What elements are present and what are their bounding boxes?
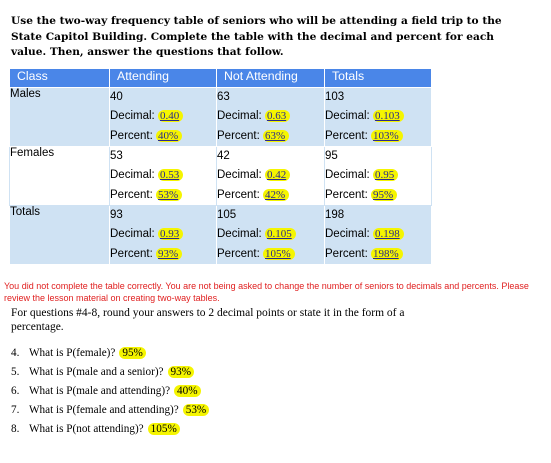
- percent-line: [110, 244, 216, 264]
- table-cell: [325, 88, 432, 147]
- percent-label: Percent:: [110, 248, 153, 260]
- two-way-frequency-table: [9, 68, 432, 265]
- percent-input[interactable]: 105%: [263, 248, 295, 260]
- decimal-input[interactable]: 0.103: [373, 110, 404, 122]
- decimal-label: Decimal:: [110, 169, 155, 181]
- decimal-input[interactable]: 0.198: [373, 228, 404, 240]
- row-label: Females: [10, 147, 110, 206]
- table-cell: [110, 147, 217, 206]
- decimal-label: Decimal:: [325, 169, 370, 181]
- percent-input[interactable]: 53%: [156, 189, 182, 201]
- decimal-line: [217, 106, 324, 126]
- table-cell: [325, 206, 432, 265]
- question-number: 8.: [11, 423, 20, 435]
- decimal-label: Decimal:: [217, 169, 262, 181]
- answer-input[interactable]: 95%: [119, 347, 146, 359]
- percent-input[interactable]: 63%: [263, 130, 289, 142]
- table-cell: [325, 147, 432, 206]
- percent-label: Percent:: [217, 248, 260, 260]
- decimal-line: [325, 165, 431, 185]
- question-item: [11, 401, 209, 420]
- answer-input[interactable]: 53%: [183, 404, 210, 416]
- decimal-line: [217, 165, 324, 185]
- percent-label: Percent:: [217, 130, 260, 142]
- percent-line: [110, 126, 216, 146]
- question-item: [11, 344, 209, 363]
- question-text: What is P(female)?: [29, 347, 116, 359]
- percent-line: [217, 244, 324, 264]
- answer-input[interactable]: 105%: [148, 423, 180, 435]
- percent-label: Percent:: [325, 130, 368, 142]
- percent-line: [325, 244, 431, 264]
- table-row-females: [10, 147, 432, 206]
- percent-input[interactable]: 93%: [156, 248, 182, 260]
- question-item: [11, 382, 209, 401]
- percent-line: [110, 185, 216, 205]
- percent-input[interactable]: 95%: [371, 189, 397, 201]
- decimal-input[interactable]: 0.93: [158, 228, 183, 240]
- decimal-line: [325, 106, 431, 126]
- header-attending: Attending: [110, 69, 217, 88]
- header-not-attending: Not Attending: [217, 69, 325, 88]
- percent-label: Percent:: [217, 189, 260, 201]
- percent-line: [217, 185, 324, 205]
- count-value: 105: [217, 209, 237, 221]
- table-header-row: [10, 69, 432, 88]
- instructions-text: For questions #4-8, round your answers to 2 decimal points or state it in the form of a percentage.: [11, 307, 405, 333]
- percent-input[interactable]: 42%: [263, 189, 289, 201]
- count-value: 103: [325, 91, 345, 103]
- question-text: What is P(female and attending)?: [29, 404, 179, 416]
- percent-line: [325, 185, 431, 205]
- row-label: Totals: [10, 206, 110, 265]
- decimal-line: [110, 106, 216, 126]
- count-value: 42: [217, 150, 230, 162]
- decimal-input[interactable]: 0.105: [265, 228, 296, 240]
- count-value: 53: [110, 150, 123, 162]
- table-row-males: [10, 88, 432, 147]
- decimal-label: Decimal:: [110, 228, 155, 240]
- question-number: 6.: [11, 385, 20, 397]
- count-value: 93: [110, 209, 123, 221]
- percent-line: [217, 126, 324, 146]
- percent-input[interactable]: 40%: [156, 130, 182, 142]
- answer-input[interactable]: 40%: [174, 385, 201, 397]
- percent-line: [325, 126, 431, 146]
- question-list: [11, 344, 209, 439]
- percent-label: Percent:: [110, 189, 153, 201]
- row-label: Males: [10, 88, 110, 147]
- header-totals: Totals: [325, 69, 432, 88]
- percent-label: Percent:: [325, 248, 368, 260]
- decimal-input[interactable]: 0.40: [158, 110, 183, 122]
- count-value: 95: [325, 150, 338, 162]
- table-cell: [110, 206, 217, 265]
- question-number: 7.: [11, 404, 20, 416]
- percent-label: Percent:: [110, 130, 153, 142]
- table-cell: [110, 88, 217, 147]
- decimal-label: Decimal:: [325, 110, 370, 122]
- question-text: What is P(male and a senior)?: [29, 366, 164, 378]
- percent-input[interactable]: 198%: [371, 248, 403, 260]
- decimal-input[interactable]: 0.42: [265, 169, 290, 181]
- table-cell: [217, 147, 325, 206]
- table-cell: [217, 88, 325, 147]
- decimal-input[interactable]: 0.63: [265, 110, 290, 122]
- question-text: What is P(not attending)?: [29, 423, 144, 435]
- question-number: 4.: [11, 347, 20, 359]
- decimal-line: [110, 224, 216, 244]
- header-class: Class: [10, 69, 110, 88]
- decimal-label: Decimal:: [217, 110, 262, 122]
- feedback-message: You did not complete the table correctly. You are not being asked to change the number of seniors to decimals and percents. Please review the lesson material on creating two-way tables.: [4, 281, 529, 303]
- decimal-label: Decimal:: [325, 228, 370, 240]
- table-cell: [217, 206, 325, 265]
- question-number: 5.: [11, 366, 20, 378]
- question-text: What is P(male and attending)?: [29, 385, 171, 397]
- decimal-label: Decimal:: [217, 228, 262, 240]
- decimal-input[interactable]: 0.53: [158, 169, 183, 181]
- decimal-line: [110, 165, 216, 185]
- count-value: 63: [217, 91, 230, 103]
- intro-text: Use the two-way frequency table of seniors who will be attending a field trip to the State Capitol Building. Complete the table with the decimal and percent for each value. Then, answer the questions that follow.: [11, 15, 502, 58]
- decimal-line: [325, 224, 431, 244]
- count-value: 198: [325, 209, 345, 221]
- table-row-totals: [10, 206, 432, 265]
- question-item: [11, 363, 209, 382]
- answer-input[interactable]: 93%: [168, 366, 195, 378]
- count-value: 40: [110, 91, 123, 103]
- percent-input[interactable]: 103%: [371, 130, 403, 142]
- question-item: [11, 420, 209, 439]
- decimal-label: Decimal:: [110, 110, 155, 122]
- percent-label: Percent:: [325, 189, 368, 201]
- decimal-input[interactable]: 0.95: [373, 169, 398, 181]
- decimal-line: [217, 224, 324, 244]
